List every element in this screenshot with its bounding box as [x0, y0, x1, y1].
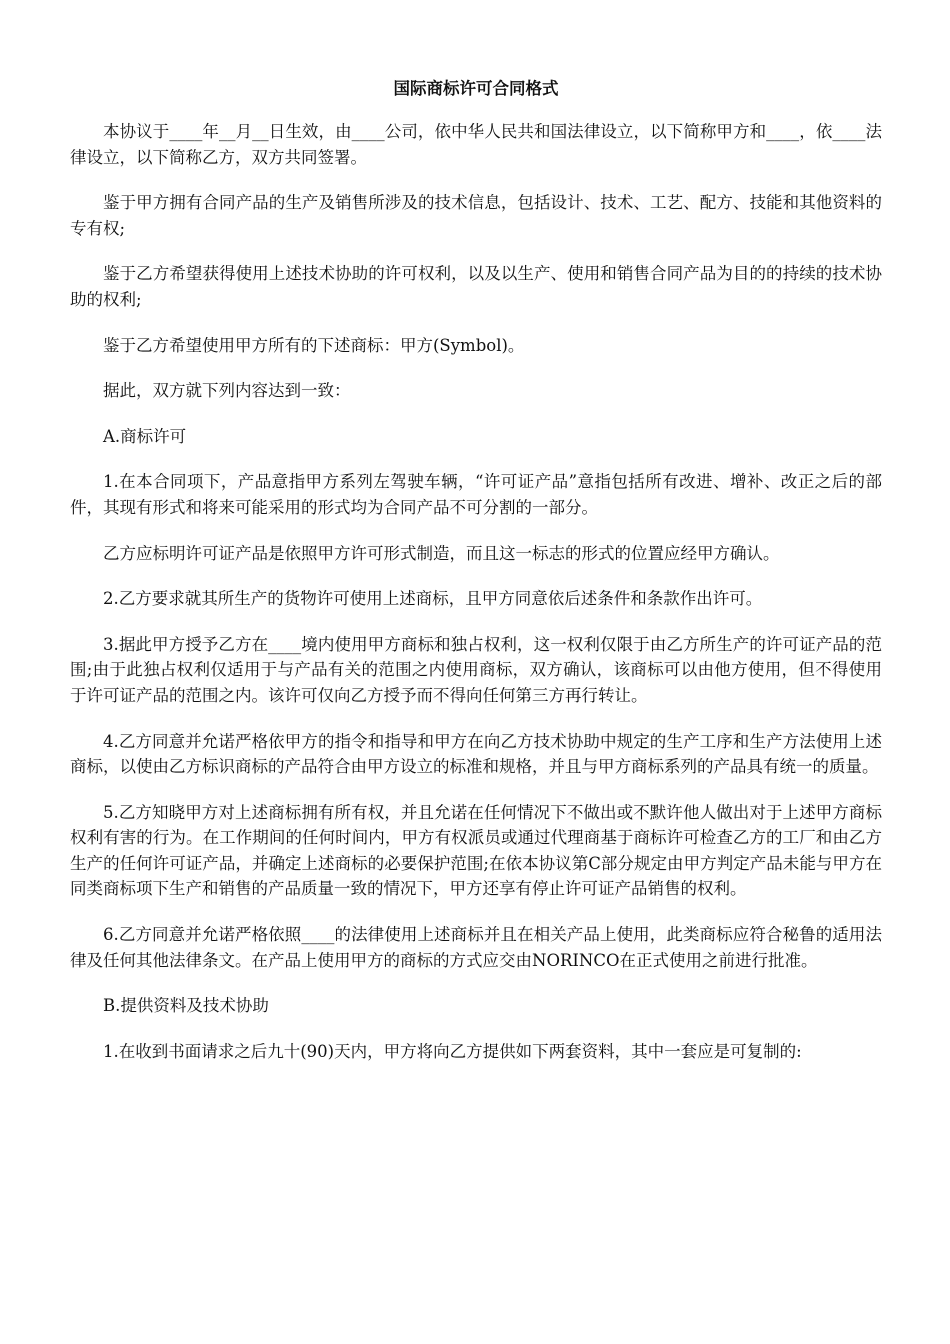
section-heading-b: B.提供资料及技术协助: [103, 996, 269, 1016]
clause-a1-note: 乙方应标明许可证产品是依照甲方许可形式制造，而且这一标志的形式的位置应经甲方确认。: [103, 543, 780, 563]
clause-a6: 6.乙方同意并允诺严格依照____的法律使用上述商标并且在相关产品上使用，此类商标应符合秘鲁的适用法律及任何其他法律条文。在产品上使用甲方的商标的方式应交由NORINCO在正式使用之前进行批准。: [70, 925, 882, 970]
paragraph-agreement: 据此，双方就下列内容达到一致：: [103, 381, 351, 401]
clause-a3: 3.据此甲方授予乙方在____境内使用甲方商标和独占权利，这一权利仅限于由乙方所生产的许可证产品的范围;由于此独占权利仅适用于与产品有关的范围之内使用商标，双方确认，该商标可以由他方使用，但不得使用于许可证产品的范围之内。该许可仅向乙方授予而不得向任何第三方再行转让。: [70, 634, 882, 705]
document-body: [70, 76, 882, 1084]
paragraph-preamble: 本协议于____年__月__日生效，由____公司，依中华人民共和国法律设立，以下简称甲方和____，依____法律设立，以下简称乙方，双方共同签署。: [70, 122, 883, 167]
paragraph-recital-3: 鉴于乙方希望使用甲方所有的下述商标：甲方(Symbol)。: [103, 335, 525, 355]
clause-b1: 1.在收到书面请求之后九十(90)天内，甲方将向乙方提供如下两套资料，其中一套应是可复制的:: [103, 1041, 802, 1061]
paragraph-recital-2: 鉴于乙方希望获得使用上述技术协助的许可权利，以及以生产、使用和销售合同产品为目的的持续的技术协助的权利;: [70, 264, 882, 309]
clause-a4: 4.乙方同意并允诺严格依甲方的指令和指导和甲方在向乙方技术协助中规定的生产工序和生产方法使用上述商标，以使由乙方标识商标的产品符合由甲方设立的标准和规格，并且与甲方商标系列的产品具有统一的质量。: [70, 731, 882, 777]
clause-a2: 2.乙方要求就其所生产的货物许可使用上述商标，且甲方同意依后述条件和条款作出许可。: [103, 589, 763, 609]
paragraph-recital-1: 鉴于甲方拥有合同产品的生产及销售所涉及的技术信息，包括设计、技术、工艺、配方、技能和其他资料的专有权;: [70, 193, 882, 238]
section-heading-a: A.商标许可: [103, 426, 187, 446]
document-title: 国际商标许可合同格式: [393, 79, 559, 98]
clause-a5: 5.乙方知晓甲方对上述商标拥有所有权，并且允诺在任何情况下不做出或不默许他人做出对于上述甲方商标权利有害的行为。在工作期间的任何时间内，甲方有权派员或通过代理商基于商标许可检查乙方的工厂和由乙方生产的任何许可证产品，并确定上述商标的必要保护范围;在依本协议第C部分规定由甲方判定产品未能与甲方在同类商标项下生产和销售的产品质量一致的情况下，甲方还享有停止许可证产品销售的权利。: [70, 802, 882, 899]
clause-a1: 1.在本合同项下，产品意指甲方系列左驾驶车辆，“许可证产品”意指包括所有改进、增补、改正之后的部件，其现有形式和将来可能采用的形式均为合同产品不可分割的一部分。: [70, 472, 882, 517]
